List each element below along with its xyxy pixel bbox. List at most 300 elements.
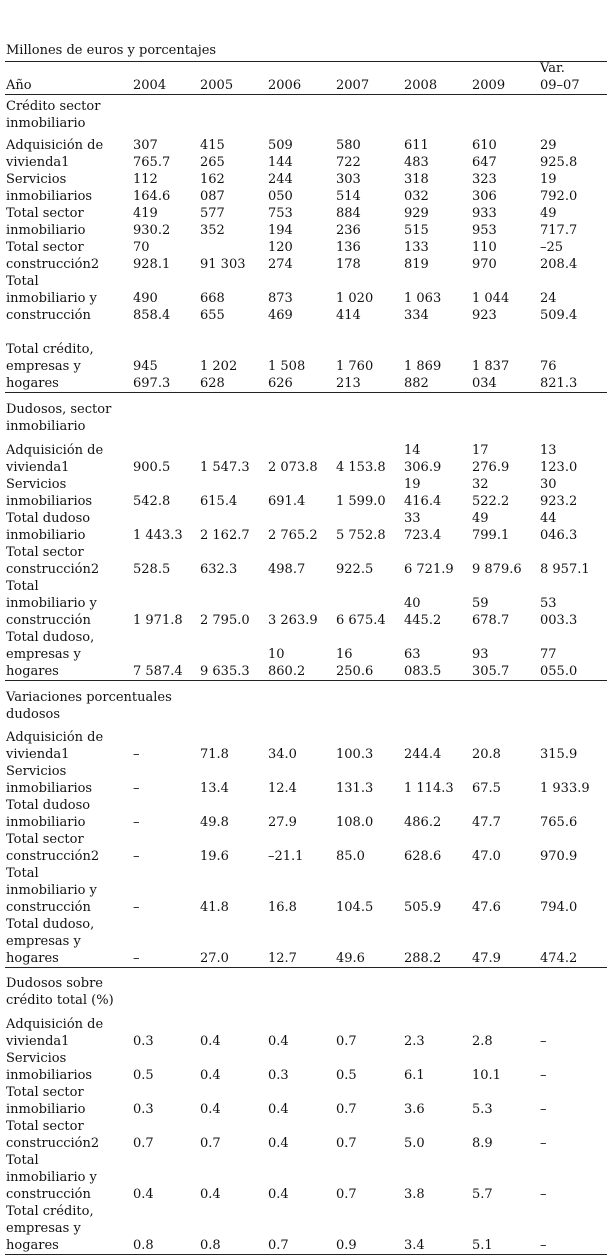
table-cell [133, 527, 195, 544]
table-cell-line: 522.2 [472, 494, 510, 509]
table-cell [268, 1067, 332, 1084]
table-cell-line: 2 162.7 [200, 528, 250, 543]
table-cell-line: 236 [336, 223, 361, 238]
table-cell-line: 610 [472, 138, 497, 153]
table-cell-line: 5.3 [472, 1102, 493, 1117]
table-cell [200, 1186, 264, 1203]
var-label-line2: 09–07 [540, 78, 580, 93]
table-cell [540, 1186, 606, 1203]
table-cell-line: 13.4 [200, 781, 229, 796]
row-label-line: inmobiliario [6, 1102, 86, 1117]
table-cell-line: –21.1 [268, 849, 304, 864]
year-2006: 2006 [268, 78, 302, 93]
row-label-line: Adquisición de [6, 443, 104, 458]
table-cell-line: 244 [268, 172, 293, 187]
table-cell-line: 753 [268, 206, 293, 221]
table-cell-line: 628 [200, 376, 225, 391]
table-cell [472, 1033, 536, 1050]
table-cell-line: 5.0 [404, 1136, 425, 1151]
table-cell [336, 1067, 400, 1084]
table-cell [200, 848, 264, 865]
table-cell [404, 1033, 468, 1050]
row-label-line: construcción2 [6, 849, 100, 864]
table-cell [268, 899, 332, 916]
table-cell-line: 93 [472, 647, 489, 662]
table-cell-line: 580 [336, 138, 361, 153]
table-cell-line: –25 [540, 240, 564, 255]
table-cell-line: 3.8 [404, 1187, 425, 1202]
table-cell-line: 315.9 [540, 747, 578, 762]
table-cell [404, 646, 468, 680]
table-cell [133, 137, 195, 171]
row-label-line: inmobiliarios [6, 189, 93, 204]
table-cell-line: 928.1 [133, 257, 171, 272]
table-cell [268, 239, 332, 273]
table-cell [200, 459, 264, 476]
row-label-line: construcción [6, 900, 91, 915]
table-cell [133, 205, 195, 239]
table-cell-line: 307 [133, 138, 158, 153]
table-cell [133, 663, 195, 680]
row-label [6, 1203, 126, 1254]
table-cell-line: 250.6 [336, 664, 374, 679]
table-cell-line: 3 263.9 [268, 613, 318, 628]
table-cell [404, 510, 468, 544]
table-cell-line: 17 [472, 443, 489, 458]
table-cell-line: 953 [472, 223, 497, 238]
row-label-line: construcción2 [6, 562, 100, 577]
table-cell-line: 0.7 [200, 1136, 221, 1151]
table-cell [268, 1135, 332, 1152]
row-label-line: Total crédito, [6, 342, 94, 357]
table-cell-line: 414 [336, 308, 361, 323]
table-cell-line: 194 [268, 223, 293, 238]
row-label-line: Servicios [6, 764, 67, 779]
table-cell [472, 950, 536, 967]
row-label [6, 171, 126, 205]
table-cell-line: 9 635.3 [200, 664, 250, 679]
table-cell [472, 814, 536, 831]
table-cell [268, 205, 332, 239]
table-cell-line: 970.9 [540, 849, 578, 864]
table-cell-line: 208.4 [540, 257, 578, 272]
table-cell [336, 358, 400, 392]
header-rule [5, 94, 607, 95]
table-cell-line: 6 675.4 [336, 613, 386, 628]
table-cell-line: 29 [540, 138, 557, 153]
table-cell-line: 1 760 [336, 359, 374, 374]
table-cell-line: 71.8 [200, 747, 229, 762]
table-cell-line: 419 [133, 206, 158, 221]
table-cell-line: 27.0 [200, 951, 229, 966]
table-cell-line: 628.6 [404, 849, 442, 864]
table-cell [472, 442, 536, 476]
row-label-line: inmobiliario y [6, 596, 97, 611]
table-cell-line: 792.0 [540, 189, 578, 204]
table-cell-line: 416.4 [404, 494, 442, 509]
table-cell-line: 91 303 [200, 257, 246, 272]
table-cell-line: 32 [472, 477, 489, 492]
row-label [6, 1084, 126, 1118]
row-label [6, 476, 126, 510]
table-cell-line: 819 [404, 257, 429, 272]
table-cell [200, 1067, 264, 1084]
table-cell-line: 1 508 [268, 359, 306, 374]
table-cell-line: 3.4 [404, 1238, 425, 1253]
row-label-line: construcción [6, 1187, 91, 1202]
table-cell [268, 493, 332, 510]
table-cell [404, 1186, 468, 1203]
table-cell-line: 274 [268, 257, 293, 272]
table-cell [336, 493, 400, 510]
table-cell-line: 884 [336, 206, 361, 221]
table-cell-line: 0.3 [268, 1068, 289, 1083]
table-cell [336, 239, 400, 273]
table-cell [200, 290, 264, 324]
table-cell-line: 474.2 [540, 951, 578, 966]
row-label-line: Total crédito, [6, 1204, 94, 1219]
table-cell-line: 34.0 [268, 747, 297, 762]
section-title: inmobiliario [6, 419, 86, 434]
table-cell-line: 083.5 [404, 664, 442, 679]
table-cell [200, 205, 264, 239]
year-2009: 2009 [472, 78, 506, 93]
table-cell-line: 44 [540, 511, 557, 526]
table-cell-line: 3.6 [404, 1102, 425, 1117]
table-cell [472, 1237, 536, 1254]
table-cell [404, 358, 468, 392]
table-cell-line: 59 [472, 596, 489, 611]
table-cell-line: 0.3 [133, 1034, 154, 1049]
table-cell [540, 848, 606, 865]
row-label [6, 510, 126, 544]
table-cell-line: 1 114.3 [404, 781, 454, 796]
table-cell-line: 100.3 [336, 747, 374, 762]
table-cell [133, 358, 195, 392]
row-label-line: Adquisición de [6, 1017, 104, 1032]
table-cell [133, 899, 195, 916]
table-cell [540, 1135, 606, 1152]
table-cell-line: 0.7 [336, 1102, 357, 1117]
row-label-line: Total [6, 1153, 39, 1168]
year-2007: 2007 [336, 78, 370, 93]
row-label [6, 205, 126, 239]
table-cell-line: – [133, 900, 140, 915]
row-label-line: Total sector [6, 545, 84, 560]
table-header [0, 62, 610, 94]
table-cell [200, 814, 264, 831]
table-cell [268, 527, 332, 544]
table-cell-line: 85.0 [336, 849, 365, 864]
table-cell-line: 925.8 [540, 155, 578, 170]
table-cell [540, 171, 606, 205]
row-label-line: Total dudoso, [6, 630, 95, 645]
table-cell-line: 1 971.8 [133, 613, 183, 628]
table-cell-line: 303 [336, 172, 361, 187]
table-cell [336, 814, 400, 831]
table-cell-line: 034 [472, 376, 497, 391]
table-cell-line: 1 044 [472, 291, 510, 306]
year-2004: 2004 [133, 78, 167, 93]
row-label-line: Total sector [6, 1085, 84, 1100]
table-cell-line: 873 [268, 291, 293, 306]
table-cell-line: 10 [268, 647, 285, 662]
table-cell-line: 1 547.3 [200, 460, 250, 475]
row-label [6, 1016, 126, 1050]
table-cell-line: 178 [336, 257, 361, 272]
table-cell-line: 40 [404, 596, 421, 611]
section-title: dudosos [6, 707, 61, 722]
table-cell-line: – [133, 747, 140, 762]
table-cell-line: 498.7 [268, 562, 306, 577]
table-cell-line: 1 933.9 [540, 781, 590, 796]
table-cell [268, 459, 332, 476]
table-cell [336, 1101, 400, 1118]
row-label-line: inmobiliario [6, 815, 86, 830]
table-cell-line: 63 [404, 647, 421, 662]
table-cell-line: 318 [404, 172, 429, 187]
table-cell [200, 899, 264, 916]
table-cell [268, 1033, 332, 1050]
table-cell-line: 104.5 [336, 900, 374, 915]
table-cell [133, 1067, 195, 1084]
year-2008: 2008 [404, 78, 438, 93]
table-cell-line: 765.7 [133, 155, 171, 170]
table-cell-line: 9 879.6 [472, 562, 522, 577]
table-cell [133, 1101, 195, 1118]
row-label [6, 797, 126, 831]
table-cell [200, 612, 264, 629]
table-cell [200, 171, 264, 205]
table-cell-line: 131.3 [336, 781, 374, 796]
table-cell [268, 137, 332, 171]
table-cell [200, 527, 264, 544]
table-cell-line: 0.4 [268, 1102, 289, 1117]
table-cell-line: 0.9 [336, 1238, 357, 1253]
table-cell-line: 16 [336, 647, 353, 662]
row-label [6, 629, 126, 680]
row-label-line: hogares [6, 1238, 59, 1253]
section-title: crédito total (%) [6, 993, 114, 1008]
table-cell-line: 123.0 [540, 460, 578, 475]
table-cell [540, 137, 606, 171]
table-cell-line: 334 [404, 308, 429, 323]
table-cell [268, 612, 332, 629]
table-cell-line: 213 [336, 376, 361, 391]
row-label [6, 341, 126, 392]
table-cell-line: 087 [200, 189, 225, 204]
table-cell [268, 780, 332, 797]
table-cell-line: 4 153.8 [336, 460, 386, 475]
table-cell [404, 137, 468, 171]
table-cell [540, 476, 606, 510]
table-cell-line: 164.6 [133, 189, 171, 204]
table-cell [268, 746, 332, 763]
table-cell [336, 561, 400, 578]
table-cell-line: 49.6 [336, 951, 365, 966]
table-cell-line: 244.4 [404, 747, 442, 762]
table-cell-line: 0.4 [133, 1187, 154, 1202]
table-cell-line: 19 [540, 172, 557, 187]
table-cell-line: 055.0 [540, 664, 578, 679]
table-cell-line: 945 [133, 359, 158, 374]
table-cell [133, 171, 195, 205]
table-cell-line: 0.4 [200, 1187, 221, 1202]
table-cell [540, 746, 606, 763]
table-cell [200, 746, 264, 763]
table-cell-line: 1 020 [336, 291, 374, 306]
table-cell [404, 780, 468, 797]
row-label-line: inmobiliarios [6, 1068, 93, 1083]
table-cell [336, 848, 400, 865]
table-cell-line: 323 [472, 172, 497, 187]
row-label-line: construcción [6, 613, 91, 628]
table-cell [336, 646, 400, 680]
row-label [6, 763, 126, 797]
table-cell [404, 1237, 468, 1254]
table-cell-line: 0.7 [336, 1136, 357, 1151]
row-label-line: empresas y [6, 359, 81, 374]
row-label-line: construcción2 [6, 257, 100, 272]
table-cell [472, 205, 536, 239]
table-cell [336, 899, 400, 916]
table-cell-line: 20.8 [472, 747, 501, 762]
table-cell [200, 1237, 264, 1254]
row-label-line: hogares [6, 376, 59, 391]
row-label-line: hogares [6, 664, 59, 679]
table-cell-line: 1 443.3 [133, 528, 183, 543]
table-cell [133, 612, 195, 629]
table-cell-line: 505.9 [404, 900, 442, 915]
row-label-line: Servicios [6, 172, 67, 187]
table-cell-line: 14 [404, 443, 421, 458]
row-label [6, 865, 126, 916]
table-cell-line: 799.1 [472, 528, 510, 543]
table-cell-line: 7 587.4 [133, 664, 183, 679]
table-cell [200, 780, 264, 797]
table-cell-line: 697.3 [133, 376, 171, 391]
var-label-line1: Var. [540, 61, 565, 76]
row-label [6, 1152, 126, 1203]
table-cell-line: 577 [200, 206, 225, 221]
table-cell-line: 110 [472, 240, 497, 255]
table-cell [404, 848, 468, 865]
table-cell-line: 483 [404, 155, 429, 170]
table-cell [268, 561, 332, 578]
table-cell [540, 780, 606, 797]
table-cell-line: 486.2 [404, 815, 442, 830]
row-label-line: Total dudoso [6, 511, 91, 526]
table-cell [472, 171, 536, 205]
table-cell-line: 765.6 [540, 815, 578, 830]
table-cell-line: – [133, 781, 140, 796]
table-cell-line: 626 [268, 376, 293, 391]
table-cell-line: 923.2 [540, 494, 578, 509]
table-cell [200, 239, 264, 273]
row-label-line: Total sector [6, 206, 84, 221]
table-cell-line: 8 957.1 [540, 562, 590, 577]
table-cell-line: 0.7 [133, 1136, 154, 1151]
row-label-line: Adquisición de [6, 138, 104, 153]
table-cell-line: 003.3 [540, 613, 578, 628]
table-cell [472, 561, 536, 578]
table-cell-line: 933 [472, 206, 497, 221]
row-label-line: inmobiliarios [6, 494, 93, 509]
table-cell [540, 646, 606, 680]
table-cell-line: 668 [200, 291, 225, 306]
table-cell [200, 1101, 264, 1118]
table-cell [200, 950, 264, 967]
table-cell-line: 2.8 [472, 1034, 493, 1049]
table-cell-line: 53 [540, 596, 557, 611]
table-cell-line: 1 063 [404, 291, 442, 306]
table-cell [540, 1101, 606, 1118]
table-cell [404, 239, 468, 273]
section-title: inmobiliario [6, 116, 86, 131]
table-cell [404, 1067, 468, 1084]
table-cell-line: – [133, 815, 140, 830]
table-cell [336, 950, 400, 967]
table-cell-line: 1 869 [404, 359, 442, 374]
table-cell [133, 239, 195, 273]
table-cell [472, 476, 536, 510]
table-cell [540, 1067, 606, 1084]
table-cell-line: 929 [404, 206, 429, 221]
table-cell-line: 47.0 [472, 849, 501, 864]
table-cell [540, 442, 606, 476]
table-cell-line: 19 [404, 477, 421, 492]
table-cell-line: – [540, 1102, 547, 1117]
table-cell-line: 1 202 [200, 359, 238, 374]
table-cell-line: 469 [268, 308, 293, 323]
row-label-line: Servicios [6, 1051, 67, 1066]
row-label-line: vivienda1 [6, 155, 70, 170]
table-cell [133, 290, 195, 324]
table-cell-line: 1 837 [472, 359, 510, 374]
table-cell-line: 0.7 [268, 1238, 289, 1253]
table-cell-line: 136 [336, 240, 361, 255]
table-cell-line: 2 795.0 [200, 613, 250, 628]
table-cell [472, 137, 536, 171]
table-cell-line: 515 [404, 223, 429, 238]
table-cell-line: 0.4 [268, 1034, 289, 1049]
table-cell [336, 1033, 400, 1050]
row-label-line: vivienda1 [6, 1034, 70, 1049]
table-cell [133, 780, 195, 797]
table-cell-line: – [540, 1068, 547, 1083]
table-cell-line: 615.4 [200, 494, 238, 509]
row-label [6, 239, 126, 273]
row-label-line: vivienda1 [6, 460, 70, 475]
table-cell-line: 265 [200, 155, 225, 170]
table-cell-line: 821.3 [540, 376, 578, 391]
table-cell-line: 108.0 [336, 815, 374, 830]
table-cell-line: 514 [336, 189, 361, 204]
table-cell-line: 12.7 [268, 951, 297, 966]
section-rule [5, 680, 607, 681]
table-cell-line: 0.5 [336, 1068, 357, 1083]
table-cell-line: 8.9 [472, 1136, 493, 1151]
table-cell [472, 1101, 536, 1118]
table-cell [404, 1101, 468, 1118]
row-label-line: empresas y [6, 647, 81, 662]
table-cell-line: 528.5 [133, 562, 171, 577]
table-cell [268, 814, 332, 831]
table-cell-line: 794.0 [540, 900, 578, 915]
table-cell-line: 647 [472, 155, 497, 170]
table-cell-line: 305.7 [472, 664, 510, 679]
row-label-line: empresas y [6, 934, 81, 949]
